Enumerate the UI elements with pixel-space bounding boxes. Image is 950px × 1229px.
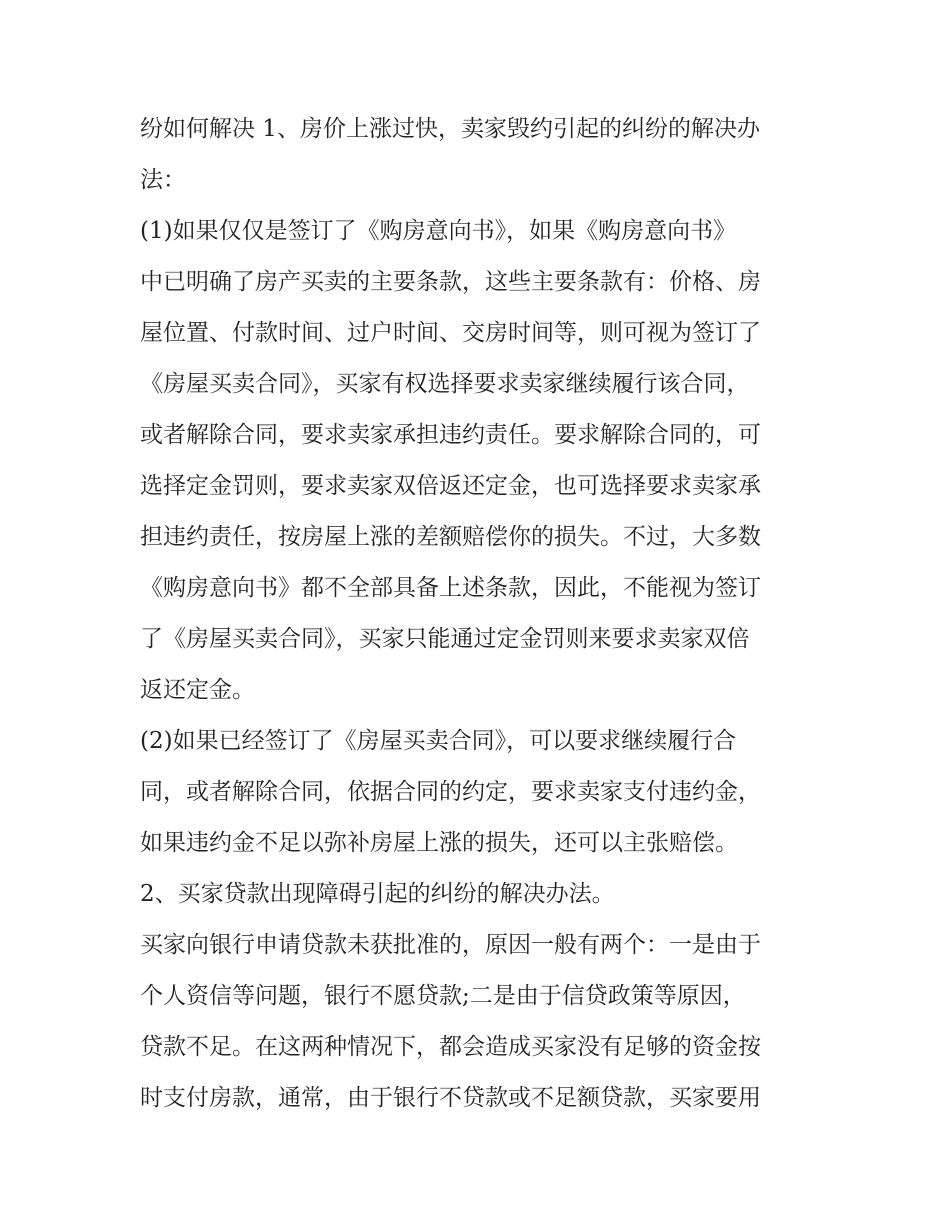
text-line: 法： (140, 167, 186, 193)
text-line: 贷款不足。在这两种情况下，都会造成买家没有足够的资金按 (140, 1034, 761, 1060)
text-line: 或者解除合同，要求卖家承担违约责任。要求解除合同的，可 (140, 422, 761, 448)
text-line: 纷如何解决 1、房价上涨过快，卖家毁约引起的纠纷的解决办 (140, 116, 760, 142)
text-line: 买家向银行申请贷款未获批准的，原因一般有两个：一是由于 (140, 932, 761, 958)
text-line: 《购房意向书》都不全部具备上述条款，因此，不能视为签订 (140, 575, 761, 601)
text-line: 了《房屋买卖合同》，买家只能通过定金罚则来要求卖家双倍 (140, 626, 750, 652)
text-line: 选择定金罚则，要求卖家双倍返还定金，也可选择要求卖家承 (140, 473, 761, 499)
text-line: 时支付房款，通常，由于银行不贷款或不足额贷款，买家要用 (140, 1085, 761, 1111)
text-line: 如果违约金不足以弥补房屋上涨的损失，还可以主张赔偿。 (140, 830, 738, 856)
text-line: (2)如果已经签订了《房屋买卖合同》，可以要求继续履行合 (140, 728, 737, 754)
text-line: (1)如果仅仅是签订了《购房意向书》，如果《购房意向书》 (140, 218, 737, 244)
document-body (140, 104, 820, 1124)
text-line: 返还定金。 (140, 677, 255, 703)
text-line: 中已明确了房产买卖的主要条款，这些主要条款有：价格、房 (140, 269, 761, 295)
text-line: 个人资信等问题，银行不愿贷款;二是由于信贷政策等原因， (140, 983, 746, 1009)
text-line: 屋位置、付款时间、过户时间、交房时间等，则可视为签订了 (140, 320, 761, 346)
text-line: 《房屋买卖合同》，买家有权选择要求卖家继续履行该合同， (140, 371, 750, 397)
text-line: 同，或者解除合同，依据合同的约定，要求卖家支付违约金， (140, 779, 761, 805)
text-line: 担违约责任，按房屋上涨的差额赔偿你的损失。不过，大多数 (140, 524, 761, 550)
text-line: 2、买家贷款出现障碍引起的纠纷的解决办法。 (140, 881, 615, 907)
